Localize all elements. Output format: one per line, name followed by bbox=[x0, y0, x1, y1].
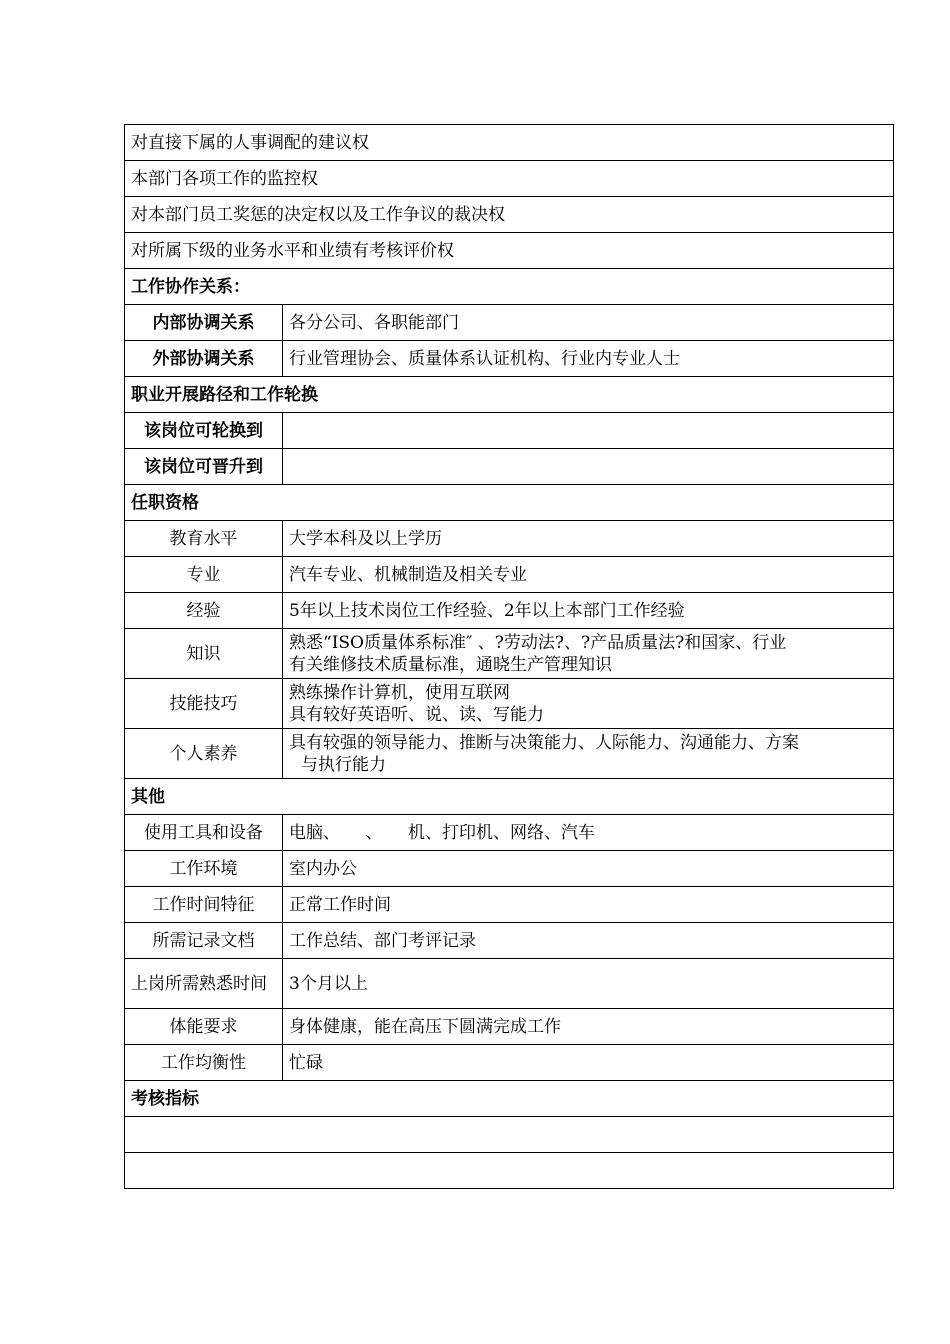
major-label: 专业 bbox=[125, 557, 283, 593]
qualification-heading: 任职资格 bbox=[125, 485, 894, 521]
assessment-item bbox=[125, 1153, 894, 1189]
assessment-heading: 考核指标 bbox=[125, 1081, 894, 1117]
rights-row bbox=[125, 197, 894, 233]
familiarization-value: 3个月以上 bbox=[283, 959, 894, 1009]
environment-label: 工作环境 bbox=[125, 851, 283, 887]
qualification-heading-row bbox=[125, 485, 894, 521]
knowledge-line: 有关维修技术质量标准，通晓生产管理知识 bbox=[289, 654, 612, 675]
right-item: 对所属下级的业务水平和业绩有考核评价权 bbox=[125, 233, 894, 269]
personal-quality-label: 个人素养 bbox=[125, 729, 283, 779]
promotion-value bbox=[283, 449, 894, 485]
work-time-value: 正常工作时间 bbox=[283, 887, 894, 923]
tools-value: 电脑、 、 机、打印机、网络、汽车 bbox=[283, 815, 894, 851]
right-item: 对直接下属的人事调配的建议权 bbox=[125, 125, 894, 161]
rotation-value bbox=[283, 413, 894, 449]
right-item: 本部门各项工作的监控权 bbox=[125, 161, 894, 197]
internal-coordination-row bbox=[125, 305, 894, 341]
career-heading: 职业开展路径和工作轮换 bbox=[125, 377, 894, 413]
education-row bbox=[125, 521, 894, 557]
work-time-label: 工作时间特征 bbox=[125, 887, 283, 923]
knowledge-label: 知识 bbox=[125, 629, 283, 679]
assessment-item bbox=[125, 1117, 894, 1153]
rotation-label: 该岗位可轮换到 bbox=[125, 413, 283, 449]
experience-row bbox=[125, 593, 894, 629]
rights-row bbox=[125, 161, 894, 197]
other-heading: 其他 bbox=[125, 779, 894, 815]
records-label: 所需记录文档 bbox=[125, 923, 283, 959]
rights-row bbox=[125, 233, 894, 269]
knowledge-row bbox=[125, 629, 894, 679]
education-label: 教育水平 bbox=[125, 521, 283, 557]
environment-value: 室内办公 bbox=[283, 851, 894, 887]
personal-quality-line: 与执行能力 bbox=[301, 754, 386, 775]
balance-row bbox=[125, 1045, 894, 1081]
internal-coordination-label: 内部协调关系 bbox=[125, 305, 283, 341]
skills-label: 技能技巧 bbox=[125, 679, 283, 729]
promotion-label: 该岗位可晋升到 bbox=[125, 449, 283, 485]
balance-value: 忙碌 bbox=[283, 1045, 894, 1081]
cooperation-heading-row bbox=[125, 269, 894, 305]
external-coordination-label: 外部协调关系 bbox=[125, 341, 283, 377]
experience-label: 经验 bbox=[125, 593, 283, 629]
major-row bbox=[125, 557, 894, 593]
familiarization-label: 上岗所需熟悉时间 bbox=[125, 959, 283, 1009]
tools-label: 使用工具和设备 bbox=[125, 815, 283, 851]
balance-label: 工作均衡性 bbox=[125, 1045, 283, 1081]
physical-value: 身体健康，能在高压下圆满完成工作 bbox=[283, 1009, 894, 1045]
records-value: 工作总结、部门考评记录 bbox=[283, 923, 894, 959]
experience-value: 5年以上技术岗位工作经验、2年以上本部门工作经验 bbox=[283, 593, 894, 629]
skills-row bbox=[125, 679, 894, 729]
rotation-row bbox=[125, 413, 894, 449]
cooperation-heading: 工作协作关系： bbox=[125, 269, 894, 305]
personal-quality-line: 具有较强的领导能力、推断与决策能力、人际能力、沟通能力、方案 bbox=[289, 732, 799, 753]
tools-row bbox=[125, 815, 894, 851]
external-coordination-value: 行业管理协会、质量体系认证机构、行业内专业人士 bbox=[283, 341, 894, 377]
records-row bbox=[125, 923, 894, 959]
internal-coordination-value: 各分公司、各职能部门 bbox=[283, 305, 894, 341]
familiarization-row bbox=[125, 959, 894, 1009]
external-coordination-row bbox=[125, 341, 894, 377]
physical-label: 体能要求 bbox=[125, 1009, 283, 1045]
skills-line: 具有较好英语听、说、读、写能力 bbox=[289, 704, 544, 725]
assessment-row bbox=[125, 1117, 894, 1153]
skills-line: 熟练操作计算机，使用互联网 bbox=[289, 682, 510, 703]
work-time-row bbox=[125, 887, 894, 923]
personal-quality-row bbox=[125, 729, 894, 779]
job-description-table bbox=[124, 124, 894, 1189]
skills-value bbox=[283, 679, 894, 729]
right-item: 对本部门员工奖惩的决定权以及工作争议的裁决权 bbox=[125, 197, 894, 233]
environment-row bbox=[125, 851, 894, 887]
knowledge-line: 熟悉“ISO质量体系标准″ 、?劳动法?、?产品质量法?和国家、行业 bbox=[289, 632, 787, 653]
assessment-row bbox=[125, 1153, 894, 1189]
rights-row bbox=[125, 125, 894, 161]
physical-row bbox=[125, 1009, 894, 1045]
knowledge-value bbox=[283, 629, 894, 679]
other-heading-row bbox=[125, 779, 894, 815]
career-heading-row bbox=[125, 377, 894, 413]
education-value: 大学本科及以上学历 bbox=[283, 521, 894, 557]
major-value: 汽车专业、机械制造及相关专业 bbox=[283, 557, 894, 593]
promotion-row bbox=[125, 449, 894, 485]
assessment-heading-row bbox=[125, 1081, 894, 1117]
personal-quality-value bbox=[283, 729, 894, 779]
